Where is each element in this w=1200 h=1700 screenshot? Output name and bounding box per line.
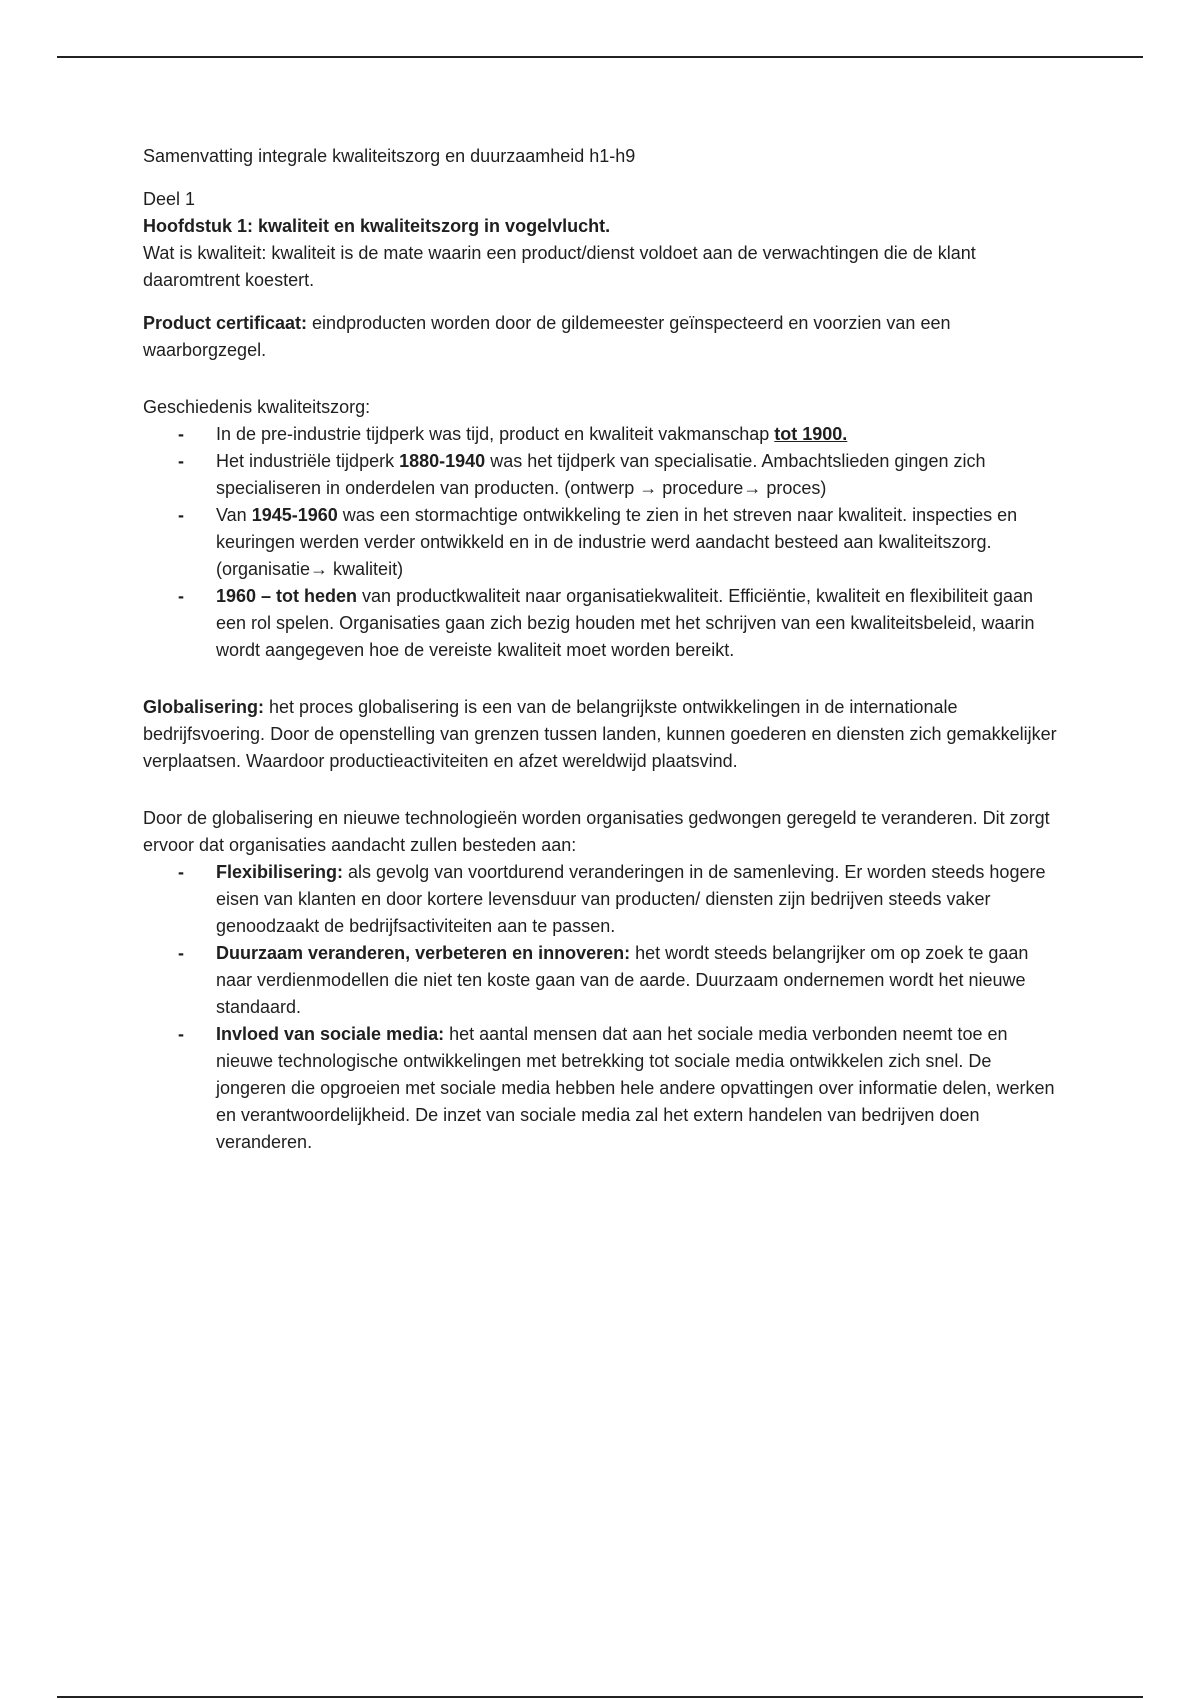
globalisation-text: het proces globalisering is een van de belangrijkste ontwikkelingen in de internationale bedrijfsvoering. Door de openstelling van grenzen tussen landen, kunnen goederen en diensten zich gemakkelijker verplaatsen. Waardoor productieactiviteiten en afzet wereldwijd plaatsvind. — [143, 697, 1057, 771]
dash-bullet: - — [178, 1024, 184, 1044]
history-list — [143, 421, 1063, 664]
history-item-2-pre: Het industriële tijdperk — [216, 451, 400, 471]
change-item-3-label: Invloed van sociale media: — [216, 1024, 445, 1044]
history-item-2-emph: 1880-1940 — [399, 451, 486, 471]
change-intro: Door de globalisering en nieuwe technologieën worden organisaties gedwongen geregeld te veranderen. Dit zorgt ervoor dat organisaties aandacht zullen besteden aan: — [143, 808, 1050, 855]
chapter-heading — [143, 213, 1063, 240]
dash-bullet: - — [178, 943, 184, 963]
footer-rule — [57, 1696, 1143, 1698]
document-body — [143, 143, 1063, 1156]
history-item-3-pre: Van — [216, 505, 252, 525]
list-item — [178, 448, 1063, 502]
history-item-4-post: van productkwaliteit naar organisatiekwaliteit. Efficiëntie, kwaliteit en flexibiliteit gaan een rol spelen. Organisaties gaan zich bezig houden met het schrijven van een kwaliteitsbeleid, waarin wordt aangegeven hoe de vereiste kwaliteit moet worden bereikt. — [216, 586, 1035, 660]
certificate-label: Product certificaat: — [143, 313, 308, 333]
history-item-3-emph: 1945-1960 — [251, 505, 338, 525]
quality-definition: Wat is kwaliteit: kwaliteit is de mate waarin een product/dienst voldoet aan de verwachtingen die de klant daaromtrent koestert. — [143, 243, 976, 290]
dash-bullet: - — [178, 505, 184, 525]
change-item-2-label: Duurzaam veranderen, verbeteren en innoveren: — [216, 943, 631, 963]
list-item — [178, 940, 1063, 1021]
header-rule — [57, 56, 1143, 58]
history-item-1-text: In de pre-industrie tijdperk was tijd, product en kwaliteit vakmanschap — [216, 424, 775, 444]
globalisation-label: Globalisering: — [143, 697, 265, 717]
chapter-heading-text: Hoofdstuk 1: kwaliteit en kwaliteitszorg in vogelvlucht. — [143, 216, 611, 236]
part-label: Deel 1 — [143, 189, 196, 209]
history-item-4-emph: 1960 – tot heden — [216, 586, 358, 606]
list-item — [178, 583, 1063, 664]
list-item — [178, 421, 1063, 448]
dash-bullet: - — [178, 451, 184, 471]
history-item-1-emph: tot 1900. — [774, 424, 848, 444]
dash-bullet: - — [178, 586, 184, 606]
document-title: Samenvatting integrale kwaliteitszorg en duurzaamheid h1-h9 — [143, 146, 636, 166]
globalisation-paragraph — [143, 694, 1063, 775]
change-item-1-label: Flexibilisering: — [216, 862, 344, 882]
list-item — [178, 1021, 1063, 1156]
dash-bullet: - — [178, 424, 184, 444]
history-item-3-post: was een stormachtige ontwikkeling te zien in het streven naar kwaliteit. inspecties en keuringen werden verder ontwikkeld en in de industrie werd aandacht besteed aan kwaliteitszorg. (organisatie→ kwaliteit) — [216, 505, 1018, 579]
history-item-2-post: was het tijdperk van specialisatie. Ambachtslieden gingen zich specialiseren in onderdelen van producten. (ontwerp → procedure→ proces) — [216, 451, 986, 498]
change-item-1-text: als gevolg van voortdurend veranderingen in de samenleving. Er worden steeds hogere eisen van klanten en door kortere levensduur van producten/ diensten zijn bedrijven steeds vaker genoodzaakt de bedrijfsactiviteiten aan te passen. — [216, 862, 1046, 936]
change-item-2-text: het wordt steeds belangrijker om op zoek te gaan naar verdienmodellen die niet ten koste gaan van de aarde. Duurzaam ondernemen wordt het nieuwe standaard. — [216, 943, 1029, 1017]
certificate-paragraph — [143, 310, 1063, 364]
history-heading: Geschiedenis kwaliteitszorg: — [143, 397, 371, 417]
list-item — [178, 502, 1063, 583]
change-list — [143, 859, 1063, 1156]
certificate-text: eindproducten worden door de gildemeester geïnspecteerd en voorzien van een waarborgzegel. — [143, 313, 951, 360]
change-item-3-text: het aantal mensen dat aan het sociale media verbonden neemt toe en nieuwe technologische ontwikkelingen met betrekking tot sociale media ontwikkelen zich snel. De jongeren die opgroeien met sociale media hebben hele andere opvattingen over informatie delen, werken en verantwoordelijkheid. De inzet van sociale media zal het extern handelen van bedrijven doen veranderen. — [216, 1024, 1055, 1152]
dash-bullet: - — [178, 862, 184, 882]
list-item — [178, 859, 1063, 940]
